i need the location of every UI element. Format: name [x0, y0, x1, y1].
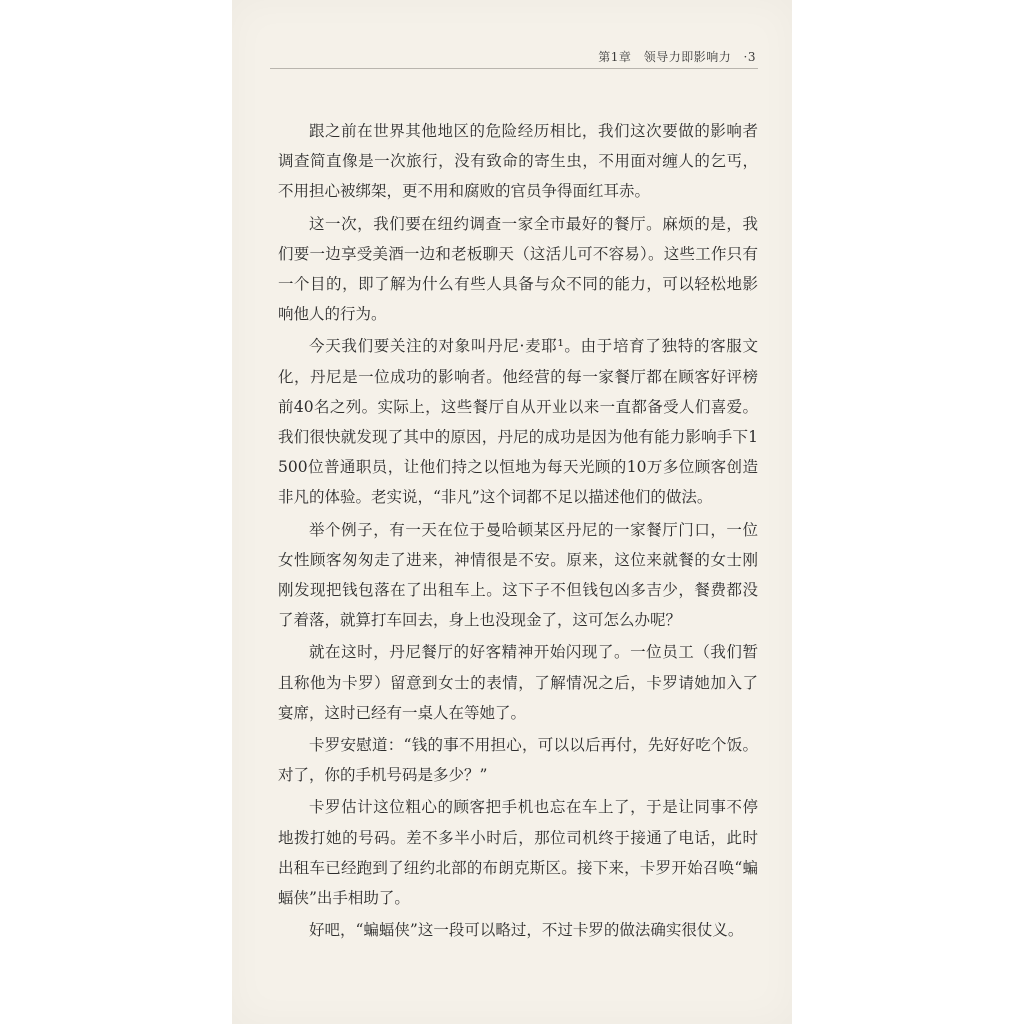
paragraph: 卡罗估计这位粗心的顾客把手机也忘在车上了，于是让同事不停地拨打她的号码。差不多半小时后，那位司机终于接通了电话，此时出租车已经跑到了纽约北部的布朗克斯区。接下来，卡罗开始召唤“蝙蝠侠”出手相助了。: [278, 798, 758, 908]
paragraph: 卡罗安慰道：“钱的事不用担心，可以以后再付，先好好吃个饭。对了，你的手机号码是多少？”: [278, 736, 758, 785]
body-text: [278, 116, 758, 947]
book-page: [232, 0, 792, 1024]
page-number: ·3: [743, 50, 756, 64]
paragraph: 就在这时，丹尼餐厅的好客精神开始闪现了。一位员工（我们暂且称他为卡罗）留意到女士的表情，了解情况之后，卡罗请她加入了宴席，这时已经有一桌人在等她了。: [278, 643, 758, 722]
paragraph: 跟之前在世界其他地区的危险经历相比，我们这次要做的影响者调查简直像是一次旅行，没有致命的寄生虫，不用面对缠人的乞丐，不用担心被绑架，更不用和腐败的官员争得面红耳赤。: [278, 122, 758, 201]
chapter-title: 领导力即影响力: [643, 50, 732, 64]
paragraph: 今天我们要关注的对象叫丹尼·麦耶¹。由于培育了独特的客服文化，丹尼是一位成功的影响者。他经营的每一家餐厅都在顾客好评榜前40名之列。实际上，这些餐厅自从开业以来一直都备受人们喜爱。我们很快就发现了其中的原因，丹尼的成功是因为他有能力影响手下1 500位普通职员，让他们持之以恒地为每天光顾的10万多位顾客创造非凡的体验。老实说，“非凡”这个词都不足以描述他们的做法。: [278, 337, 758, 507]
paragraph: 好吧，“蝙蝠侠”这一段可以略过，不过卡罗的做法确实很仗义。: [309, 921, 744, 940]
chapter-number: 第1章: [598, 50, 632, 64]
running-header: [598, 48, 756, 65]
right-margin: [792, 0, 1024, 1024]
paragraph: 这一次，我们要在纽约调查一家全市最好的餐厅。麻烦的是，我们要一边享受美酒一边和老板聊天（这活儿可不容易）。这些工作只有一个目的，即了解为什么有些人具备与众不同的能力，可以轻松地影响他人的行为。: [278, 214, 758, 324]
left-margin: [0, 0, 232, 1024]
paragraph: 举个例子，有一天在位于曼哈顿某区丹尼的一家餐厅门口，一位女性顾客匆匆走了进来，神情很是不安。原来，这位来就餐的女士刚刚发现把钱包落在了出租车上。这下子不但钱包凶多吉少，餐费都没了着落，就算打车回去，身上也没现金了，这可怎么办呢？: [278, 520, 758, 630]
header-rule: [270, 68, 758, 69]
